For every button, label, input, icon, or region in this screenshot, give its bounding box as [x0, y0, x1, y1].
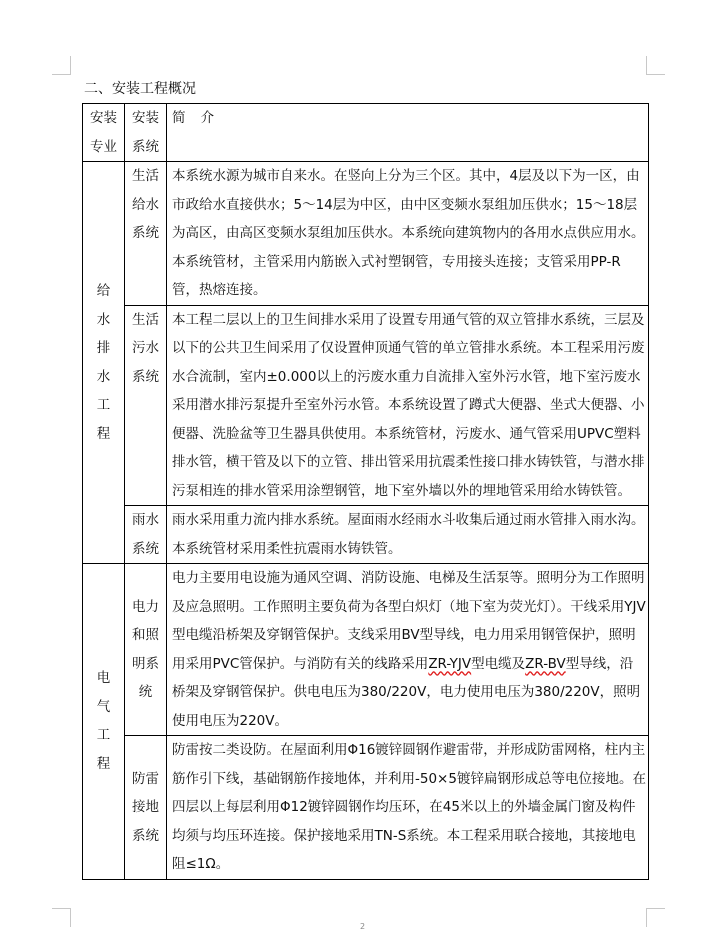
description-text: 型导线，沿桥架及穿钢管保护。供电电压为380/220V，电力使用电压为380/220V，照明使用电压为220V。 — [172, 655, 641, 729]
description-text: 电力主要用电设施为通风空调、消防设施、电梯及生活泵等。照明分为工作照明及应急照明。工作照明主要负荷为各型白炽灯（地下室为荧光灯）。干线采用YJV型电缆沿桥架及穿钢管保护。支线采用BV型导线，电力用采用钢管保护，照明用采用PVC管保护。与消防有关的线路采用 — [172, 570, 646, 672]
table-row — [83, 305, 649, 506]
system-line: 接地 — [132, 799, 159, 815]
table-header-row — [83, 104, 649, 162]
system-description: 防雷按二类设防。在屋面利用Φ16镀锌圆钢作避雷带，并形成防雷网格，柱内主筋作引下线，基础钢筋作接地体，并利用-50×5镀锌扁钢形成总等电位接地。在四层以上每层利用Φ12镀锌圆钢作均压环，在45米以上的外墙金属门窗及构件均须与均压环连接。保护接地采用TN-S系统。本工程采用联合接地，其接地电阻≤1Ω。 — [167, 736, 649, 880]
system-name — [125, 162, 167, 306]
group-char: 气 — [96, 698, 111, 715]
header-system — [125, 104, 167, 162]
crop-mark-bottom-left — [52, 908, 71, 927]
system-line: 污水 — [132, 340, 159, 356]
description-text: 型电缆及 — [471, 655, 526, 672]
system-name — [125, 736, 167, 880]
table-row — [83, 506, 649, 564]
header-specialty-line: 安装 — [90, 110, 117, 126]
system-description — [167, 564, 649, 736]
system-line: 电力 — [132, 598, 159, 615]
system-line: 给水 — [132, 196, 159, 213]
system-line: 统 — [138, 684, 153, 700]
system-description: 本工程二层以上的卫生间排水采用了设置专用通气管的双立管排水系统，三层及以下的公共卫生间采用了仅设置伸顶通气管的单立管排水系统。本工程采用污废水合流制，室内±0.000以上的污废水重力自流排入室外污水管，地下室污废水采用潜水排污泵提升至室外污水管。本系统设置了蹲式大便器、坐式大便器、小便器、洗脸盆等卫生器具供使用。本系统管材，污废水、通气管采用UPVC塑料排水管，横干管及以下的立管、排出管采用抗震柔性接口排水铸铁管，与潜水排污泵相连的排水管采用涂塑钢管，地下室外墙以外的埋地管采用给水铸铁管。 — [167, 305, 649, 506]
crop-mark-top-right — [646, 56, 665, 75]
group-char: 工 — [96, 727, 111, 744]
header-intro: 简 介 — [167, 104, 649, 162]
system-line: 系统 — [132, 225, 159, 241]
header-specialty-line: 专业 — [90, 138, 117, 155]
group-char: 工 — [96, 397, 111, 413]
installation-overview-table — [82, 103, 649, 880]
system-line: 防雷 — [132, 770, 159, 787]
spellcheck-underlined-term: ZR-BV — [525, 655, 566, 672]
system-name — [125, 564, 167, 736]
group-char: 程 — [96, 425, 111, 442]
system-line: 生活 — [132, 311, 159, 328]
table-row — [83, 736, 649, 880]
system-description: 本系统水源为城市自来水。在竖向上分为三个区。其中，4层及以下为一区，由市政给水直接供水；5～14层为中区，由中区变频水泵组加压供水；15～18层为高区，由高区变频水泵组加压供水。本系统向建筑物内的各用水点供应用水。本系统管材，主管采用内筋嵌入式衬塑钢管，专用接头连接；支管采用PP-R管，热熔连接。 — [167, 162, 649, 306]
group-char: 程 — [96, 755, 111, 772]
header-specialty — [83, 104, 125, 162]
group-char: 电 — [96, 670, 111, 687]
group-char: 给 — [96, 283, 111, 299]
system-name — [125, 305, 167, 506]
system-line: 雨水 — [132, 512, 159, 528]
system-line: 和照 — [132, 627, 159, 643]
group-char: 排 — [96, 340, 111, 356]
crop-mark-top-left — [52, 56, 71, 75]
system-description: 雨水采用重力流内排水系统。屋面雨水经雨水斗收集后通过雨水管排入雨水沟。本系统管材采用柔性抗震雨水铸铁管。 — [167, 506, 649, 564]
group-char: 水 — [96, 311, 111, 328]
system-line: 明系 — [132, 655, 159, 672]
group-name-water — [83, 162, 125, 564]
group-char: 水 — [96, 368, 111, 385]
system-line: 系统 — [132, 540, 159, 557]
table-row — [83, 564, 649, 736]
system-line: 系统 — [132, 827, 159, 844]
header-system-line: 安装 — [132, 110, 159, 126]
crop-mark-bottom-right — [646, 908, 665, 927]
spellcheck-underlined-term: ZR-YJV — [428, 655, 472, 672]
group-name-electrical — [83, 564, 125, 880]
system-line: 系统 — [132, 368, 159, 385]
header-system-line: 系统 — [132, 138, 159, 155]
system-name — [125, 506, 167, 564]
table-row — [83, 162, 649, 306]
system-line: 生活 — [132, 168, 159, 184]
section-heading: 二、安装工程概况 — [84, 81, 196, 97]
page-number: 2 — [360, 922, 366, 931]
